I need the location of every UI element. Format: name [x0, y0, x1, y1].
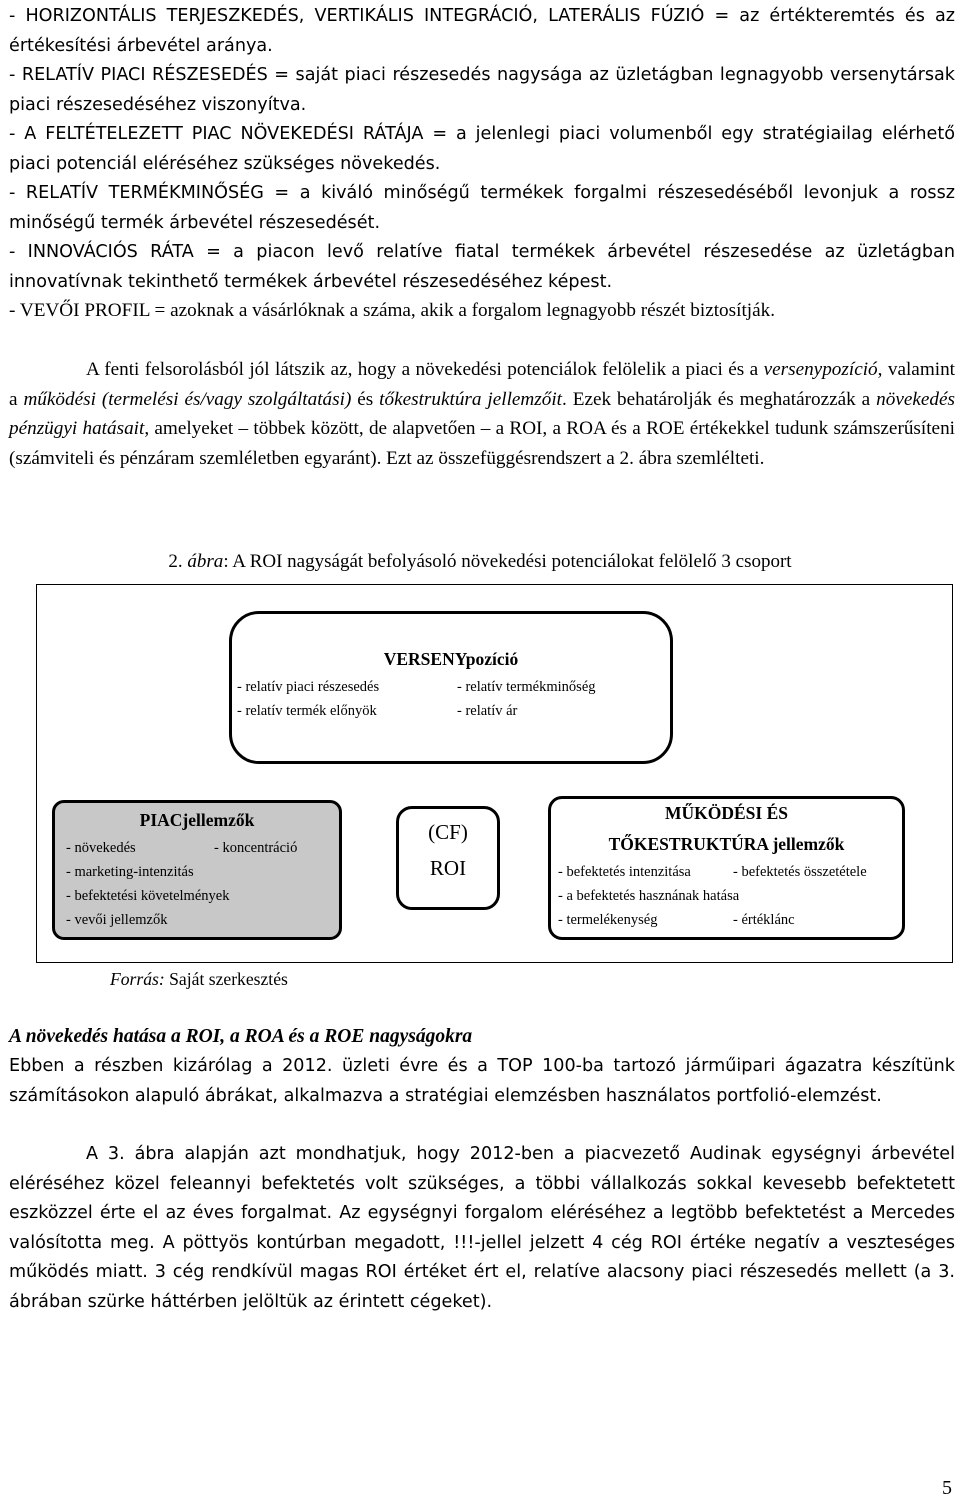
operational-title-1: MŰKÖDÉSI ÉS — [664, 803, 788, 823]
intro-text-2: , valamint a — [9, 359, 956, 410]
operational-item: - befektetés intenzitása — [558, 864, 691, 880]
intro-text-5: , amelyeket – többek között, de alapvetően – a ROI, a ROA és a ROE értékekkel tudunk számszerűsíteni (számviteli és pénzáram szemléletben egyaránt). Ezt az összefüggésrendszert a 2. ábra szemlélteti. — [9, 418, 955, 469]
definition-horizontal: - HORIZONTÁLIS TERJESZKEDÉS, VERTIKÁLIS INTEGRÁCIÓ, LATERÁLIS FÚZIÓ = az értékteremtés és az értékesítési árbevétel aránya. — [9, 6, 955, 56]
paragraph-1: Ebben a részben kizárólag a 2012. üzleti évre és a TOP 100-ba tartozó járműipari ágazatra készítünk számításokon alapuló ábrákat, alkalmazva a stratégiai elemzésben használatos portfolió-elemzést. — [9, 1056, 955, 1106]
market-characteristics-title: PIACjellemzők — [139, 810, 255, 830]
cf-label: (CF) — [428, 820, 468, 844]
definition-relative-market-share: - RELATÍV PIACI RÉSZESEDÉS = saját piaci részesedés nagysága az üzletágban legnagyobb versenytársak piaci részesedéséhez viszonyítva. — [9, 65, 955, 115]
competitive-item: - relatív termék előnyök — [237, 703, 377, 719]
market-item: - növekedés — [66, 840, 136, 856]
competitive-position-title: VERSENYpozíció — [383, 649, 519, 669]
market-item: - marketing-intenzitás — [66, 864, 194, 880]
intro-emph-2: működési (termelési és/vagy szolgáltatási) — [23, 388, 352, 410]
figure-caption — [0, 551, 960, 573]
definition-innovation-rate: - INNOVÁCIÓS RÁTA = a piacon levő relatíve fiatal termékek árbevétel részesedése az üzletágban innovatívnak tekinthető termékek árbevétel részesedéséhez képest. — [9, 242, 955, 292]
page-number: 5 — [942, 1477, 952, 1499]
intro-emph-1: versenypozíció — [763, 359, 878, 380]
market-item: - befektetési követelmények — [66, 888, 230, 904]
operational-item: - befektetés összetétele — [733, 864, 867, 880]
definition-relative-product-quality: - RELATÍV TERMÉKMINŐSÉG = a kiváló minőségű termékek forgalmi részesedéséből levonjuk a rossz minőségű termék árbevétel részesedését. — [9, 183, 955, 233]
competitive-item: - relatív termékminőség — [457, 679, 596, 695]
caption-number: 2. — [168, 551, 188, 572]
source-text: Saját szerkesztés — [164, 969, 288, 989]
figure-source — [110, 969, 288, 990]
source-label: Forrás: — [110, 969, 165, 989]
market-item: - vevői jellemzők — [66, 912, 168, 928]
intro-text-3: és — [351, 388, 380, 410]
operational-item: - a befektetés hasznának hatása — [558, 888, 740, 904]
caption-label: ábra — [187, 551, 224, 572]
intro-text-1: A fenti felsorolásból jól látszik az, hogy a növekedési potenciálok felölelik a piaci és a — [86, 359, 764, 380]
caption-text: : A ROI nagyságát befolyásoló növekedési potenciálokat felölelő 3 csoport — [223, 551, 792, 572]
definition-market-growth-rate: - A FELTÉTELEZETT PIAC NÖVEKEDÉSI RÁTÁJA = a jelenlegi piaci volumenből egy stratégiailag elérhető piaci potenciál eléréséhez szükséges növekedés. — [9, 124, 955, 174]
operational-item: - termelékenység — [558, 912, 658, 928]
operational-title-2: TŐKESTRUKTÚRA jellemzők — [608, 834, 845, 854]
section-heading: A növekedés hatása a ROI, a ROA és a ROE nagyságokra — [9, 1026, 473, 1047]
competitive-item: - relatív piaci részesedés — [237, 679, 380, 695]
intro-emph-3: tőkestruktúra jellemzőit — [379, 388, 563, 410]
intro-paragraph — [9, 355, 955, 473]
competitive-item: - relatív ár — [457, 703, 518, 719]
intro-text-4: . Ezek behatárolják és meghatározzák a — [562, 388, 877, 410]
paragraph-2: A 3. ábra alapján azt mondhatjuk, hogy 2012-ben a piacvezető Audinak egységnyi árbevétel eléréséhez közel feleannyi befektetés volt szükséges, a többi vállalkozás sokkal kevesebb befektetett eszközzel érte el az éves forgalmat. Az egységnyi forgalom eléréséhez a legtöbb befektetést a Mercedes valósította meg. A pöttyös kontúrban megadott, !!!-jellel jelzett 4 cég ROI értéke negatív a veszteséges működés miatt. 3 cég rendkívül magas ROI értéket ért el, relatíve alacsony piaci részesedés mellett (a 3. ábrában szürke háttérben jelöltük az érintett cégeket). — [9, 1144, 955, 1312]
operational-item: - értéklánc — [733, 912, 795, 928]
definition-customer-profile: - VEVŐI PROFIL = azoknak a vásárlóknak a száma, akik a forgalom legnagyobb részét biztosítják. — [9, 300, 776, 321]
market-item: - koncentráció — [214, 840, 298, 856]
intro-emph-4: növekedés pénzügyi hatásait — [9, 388, 955, 439]
roi-label: ROI — [429, 856, 467, 880]
